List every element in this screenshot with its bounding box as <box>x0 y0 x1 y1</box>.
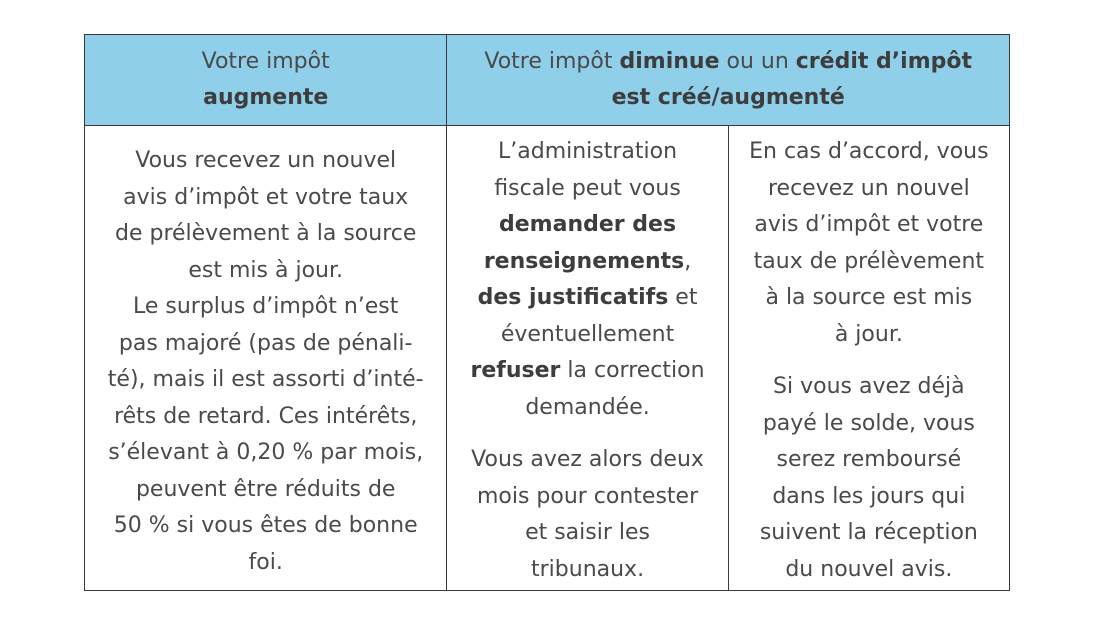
cell-agreement-details <box>728 126 1009 591</box>
col1-line: Le surplus d’impôt n’est <box>132 294 399 319</box>
header-col1-bold: augmente <box>203 85 329 110</box>
col2-line: éventuellement <box>500 321 675 347</box>
col2-line: demandée. <box>525 394 650 420</box>
col3-line: suivent la réception <box>759 520 978 545</box>
header-tax-increases <box>85 35 447 126</box>
col1-line: de prélèvement à la source <box>114 221 417 246</box>
header-col2-diminue: diminue <box>619 48 720 74</box>
col1-line: 50 % si vous êtes de bonne <box>113 513 418 538</box>
col2-line: et saisir les <box>525 520 650 545</box>
header-col1-line1: Votre impôt <box>201 48 330 74</box>
body-row <box>85 126 1010 591</box>
col1-line: peuvent être réduits de <box>135 476 396 502</box>
header-row <box>85 35 1010 126</box>
col3-line: recevez un nouvel <box>767 175 970 201</box>
col1-line: pas majoré (pas de pénali- <box>118 330 413 356</box>
col2-line: mois pour contester <box>476 483 699 509</box>
header-col2-part3: ou un <box>719 48 796 74</box>
col1-line: foi. <box>248 549 283 575</box>
col2-line: tribunaux. <box>531 556 645 582</box>
col2-line: Vous avez alors deux <box>471 447 704 472</box>
col3-line: En cas d’accord, vous <box>749 139 989 164</box>
col2-text: la correction <box>560 358 705 383</box>
col3-line: Si vous avez déjà <box>773 374 965 399</box>
col2-bold: renseignements <box>483 248 685 274</box>
header-tax-decreases <box>447 35 1010 126</box>
col3-line: avis d’impôt et votre <box>754 212 984 237</box>
header-col2-created: est créé/augmenté <box>611 85 845 110</box>
col1-line: avis d’impôt et votre taux <box>123 184 409 210</box>
header-col2-part1: Votre impôt <box>484 48 620 74</box>
col1-line: rêts de retard. Ces intérêts, <box>114 403 418 429</box>
col3-line: taux de prélèvement <box>753 248 985 274</box>
col1-line: té), mais il est assorti d’inté- <box>107 367 424 392</box>
col2-bold: refuser <box>470 358 561 383</box>
col3-line: du nouvel avis. <box>785 556 953 582</box>
col3-line: serez remboursé <box>776 447 962 472</box>
col2-comma: , <box>684 248 692 274</box>
col2-text: et <box>668 285 698 310</box>
col3-line: à la source est mis <box>765 285 973 310</box>
col3-line: dans les jours qui <box>772 483 966 509</box>
col1-line: s’élevant à 0,20 % par mois, <box>108 440 424 465</box>
col2-line: fiscale peut vous <box>494 175 681 201</box>
col2-bold: des justificatifs <box>477 285 669 310</box>
col2-line: L’administration <box>498 139 678 164</box>
header-col2-credit: crédit d’impôt <box>795 48 972 74</box>
col3-line: à jour. <box>834 321 903 347</box>
tax-correction-table <box>84 34 1010 591</box>
col1-line: Vous recevez un nouvel <box>135 148 397 173</box>
cell-administration-review <box>447 126 728 591</box>
col2-bold: demander des <box>499 212 677 237</box>
col3-line: payé le solde, vous <box>762 410 975 436</box>
col1-line: est mis à jour. <box>188 257 343 283</box>
cell-increase-details <box>85 126 447 591</box>
